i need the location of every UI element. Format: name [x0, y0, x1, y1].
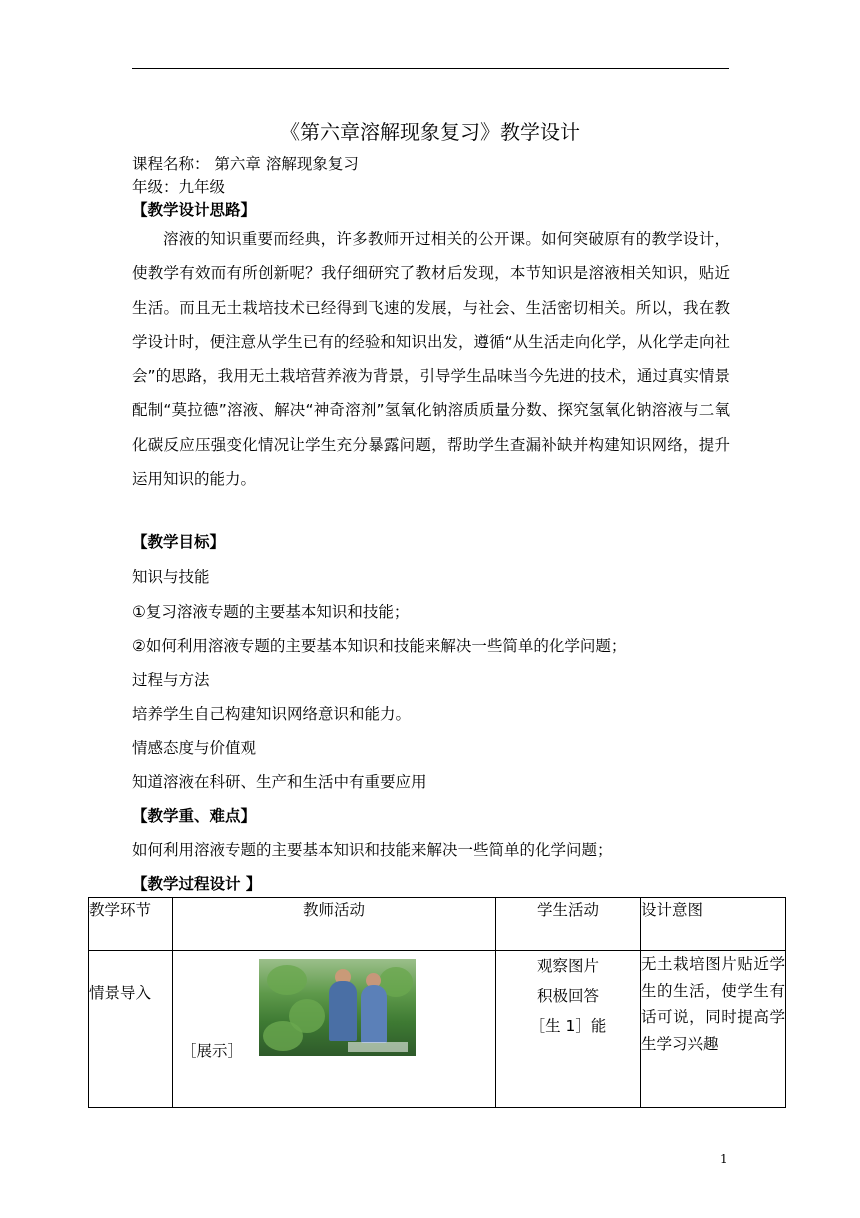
table-header-row: [89, 898, 786, 951]
attitude-values-text: 知道溶液在科研、生产和生活中有重要应用: [132, 773, 427, 791]
goal-item-1: ①复习溶液专题的主要基本知识和技能；: [132, 603, 410, 621]
show-label: ［展示］: [181, 1042, 244, 1060]
page-number: 1: [720, 1152, 728, 1166]
process-design-heading: 【教学过程设计 】: [132, 875, 262, 893]
process-methods-label: 过程与方法: [132, 671, 210, 689]
process-methods-text: 培养学生自己构建知识网络意识和能力。: [132, 705, 412, 723]
header-stage: 教学环节: [89, 898, 173, 951]
key-points-heading: 【教学重、难点】: [132, 807, 257, 825]
design-intent-cell: 无土栽培图片贴近学生的生活，使学生有话可说，同时提高学生学习兴趣: [641, 951, 786, 1108]
design-idea-paragraph: 溶液的知识重要而经典，许多教师开过相关的公开课。如何突破原有的教学设计，使教学有效而有所创新呢？我仔细研究了教材后发现，本节知识是溶液相关知识，贴近生活。而且无土栽培技术已经得到飞速的发展，与社会、生活密切相关。所以，我在教学设计时，便注意从学生已有的经验和知识出发，遵循“从生活走向化学，从化学走向社会”的思路，我用无土栽培营养液为背景，引导学生品味当今先进的技术，通过真实情景配制“莫拉德”溶液、解决“神奇溶剂”氢氧化钠溶质质量分数、探究氢氧化钠溶液与二氧化碳反应压强变化情况让学生充分暴露问题，帮助学生查漏补缺并构建知识网络，提升运用知识的能力。: [132, 230, 730, 489]
header-design-intent: 设计意图: [641, 898, 786, 951]
student-activity-2: 积极回答: [536, 987, 599, 1005]
grade-line: 年级：九年级: [132, 178, 226, 196]
course-name-line: 课程名称： 第六章 溶解现象复习: [132, 155, 359, 173]
document-title: 《第六章溶解现象复习》教学设计: [280, 120, 580, 144]
teacher-activity-cell: [173, 951, 496, 1108]
knowledge-skills-label: 知识与技能: [132, 568, 210, 586]
header-rule: [132, 68, 729, 69]
hydroponics-photo: [259, 959, 416, 1056]
student-activity-3: ［生 1］能: [529, 1017, 607, 1035]
stage-cell: 情景导入: [89, 951, 173, 1108]
student-activity-cell: [496, 951, 641, 1108]
table-row: [89, 951, 786, 1108]
key-points-text: 如何利用溶液专题的主要基本知识和技能来解决一些简单的化学问题；: [132, 841, 613, 859]
header-student-activity: 学生活动: [496, 898, 641, 951]
header-teacher-activity: 教师活动: [173, 898, 496, 951]
goal-item-2: ②如何利用溶液专题的主要基本知识和技能来解决一些简单的化学问题；: [132, 637, 627, 655]
goals-heading: 【教学目标】: [132, 533, 226, 551]
teaching-process-table: [88, 897, 786, 1108]
student-activity-1: 观察图片: [536, 957, 599, 975]
attitude-values-label: 情感态度与价值观: [132, 739, 257, 757]
design-idea-heading: 【教学设计思路】: [132, 201, 257, 219]
